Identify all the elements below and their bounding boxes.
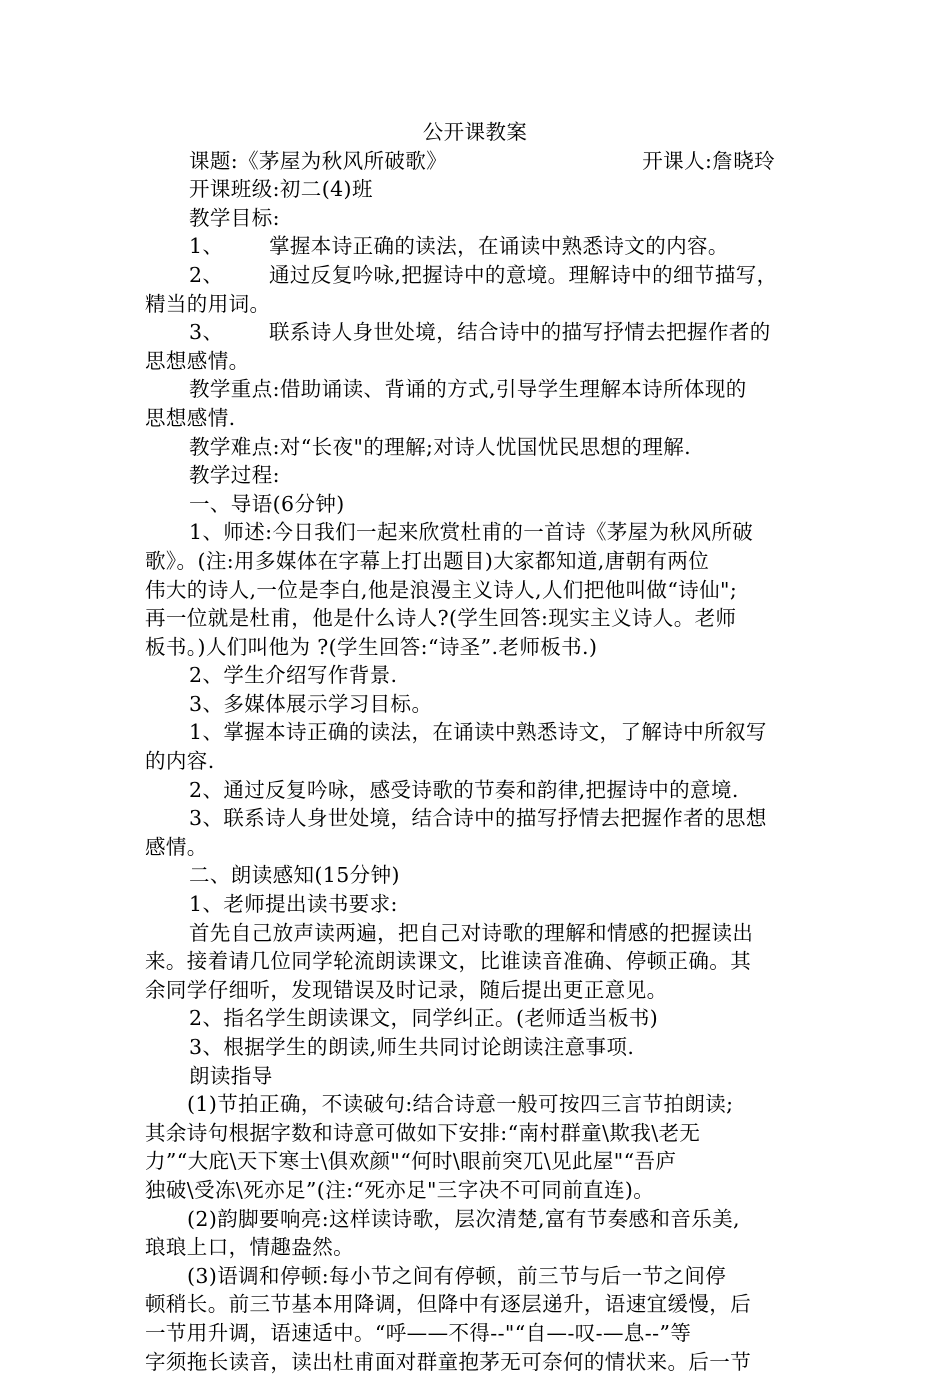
paragraph-line: 再一位就是杜甫，他是什么诗人?(学生回答:现实主义诗人。老师 <box>145 606 737 631</box>
goal-text-continued: 思想感情。 <box>145 348 250 373</box>
paragraph-line: (2)韵脚要响亮:这样读诗歌，层次清楚,富有节奏感和音乐美, <box>187 1206 740 1231</box>
goal-text: 通过反复吟咏,把握诗中的意境。理解诗中的细节描写， <box>269 262 778 287</box>
paragraph-line: 1、掌握本诗正确的读法，在诵读中熟悉诗文，了解诗中所叙写 <box>189 720 767 745</box>
paragraph-line: 2、学生介绍写作背景. <box>189 663 398 688</box>
paragraph-line: 3、多媒体展示学习目标。 <box>189 691 433 716</box>
paragraph-line: 3、联系诗人身世处境，结合诗中的描写抒情去把握作者的思想 <box>189 806 767 831</box>
goal-number: 1、 <box>189 234 224 259</box>
document-title: 公开课教案 <box>422 120 528 144</box>
goals-heading: 教学目标: <box>189 205 280 230</box>
paragraph-line: 琅琅上口，情趣盎然。 <box>145 1235 354 1260</box>
topic-row <box>145 147 805 176</box>
goal-text: 联系诗人身世处境，结合诗中的描写抒情去把握作者的 <box>269 320 771 345</box>
difficulty: 教学难点:对“长夜"的理解;对诗人忧国忧民思想的理解. <box>189 434 692 459</box>
paragraph-line: 歌》。(注:用多媒体在字幕上打出题目)大家都知道,唐朝有两位 <box>145 548 710 573</box>
goal-1 <box>145 232 805 261</box>
paragraph-line: 感情。 <box>145 834 208 859</box>
paragraph-line: 余同学仔细听，发现错误及时记录，随后提出更正意见。 <box>145 977 668 1002</box>
lesson-topic: 课题:《茅屋为秋风所破歌》 <box>189 148 448 173</box>
goal-2 <box>145 261 805 290</box>
paragraph-line: 力”“大庇\天下寒士\俱欢颜"“何时\眼前突兀\见此屋"“吾庐 <box>145 1149 677 1174</box>
key-point: 教学重点:借助诵读、背诵的方式,引导学生理解本诗所体现的 <box>189 377 747 402</box>
goal-3 <box>145 318 805 347</box>
paragraph-line: 板书。)人们叫他为 ?(学生回答:“诗圣”.老师板书.) <box>145 634 598 659</box>
goal-number: 2、 <box>189 262 224 287</box>
reading-guide-heading: 朗读指导 <box>189 1063 273 1088</box>
paragraph-line: 2、指名学生朗读课文，同学纠正。(老师适当板书) <box>189 1006 659 1031</box>
paragraph-line: 字须拖长读音，读出杜甫面对群童抱茅无可奈何的情状来。后一节 <box>145 1349 752 1374</box>
goal-text-continued: 精当的用词。 <box>145 291 271 316</box>
paragraph-line: 的内容. <box>145 749 215 774</box>
paragraph-line: 伟大的诗人,一位是李白,他是浪漫主义诗人,人们把他叫做“诗仙"; <box>145 577 738 602</box>
paragraph-line: 1、师述:今日我们一起来欣赏杜甫的一首诗《茅屋为秋风所破 <box>189 520 754 545</box>
lesson-plan-page <box>145 118 805 1376</box>
process-heading: 教学过程: <box>189 463 280 488</box>
paragraph-line: 独破\受冻\死亦足”(注:“死亦足"三字决不可同前直连)。 <box>145 1177 655 1202</box>
goal-number: 3、 <box>189 320 224 345</box>
paragraph-line: 3、根据学生的朗读,师生共同讨论朗读注意事项. <box>189 1035 635 1059</box>
paragraph-line: 1、老师提出读书要求: <box>189 892 398 917</box>
goal-text: 掌握本诗正确的读法，在诵读中熟悉诗文的内容。 <box>269 234 729 259</box>
paragraph-line: 首先自己放声读两遍，把自己对诗歌的理解和情感的把握读出 <box>189 920 754 945</box>
teacher-name: 开课人:詹晓玲 <box>642 148 775 173</box>
paragraph-line: 来。接着请几位同学轮流朗读课文，比谁读音准确、停顿正确。其 <box>145 949 752 974</box>
paragraph-line: (1)节拍正确，不读破句:结合诗意一般可按四三言节拍朗读; <box>187 1092 734 1117</box>
paragraph-line: (3)语调和停顿:每小节之间有停顿，前三节与后一节之间停 <box>187 1263 727 1288</box>
paragraph-line: 2、通过反复吟咏，感受诗歌的节奏和韵律,把握诗中的意境. <box>189 777 739 802</box>
paragraph-line: 顿稍长。前三节基本用降调，但降中有逐层递升，语速宜缓慢，后 <box>145 1292 752 1317</box>
class-name: 开课班级:初二(4)班 <box>189 177 373 202</box>
section-1-heading: 一、导语(6分钟) <box>189 491 345 516</box>
paragraph-line: 其余诗句根据字数和诗意可做如下安排:“南村群童\欺我\老无 <box>145 1120 701 1145</box>
key-point-continued: 思想感情. <box>145 405 236 430</box>
paragraph-line: 一节用升调，语速适中。“呼——不得--"“自—-叹-—息--”等 <box>145 1320 692 1345</box>
section-2-heading: 二、朗读感知(15分钟) <box>189 863 400 888</box>
